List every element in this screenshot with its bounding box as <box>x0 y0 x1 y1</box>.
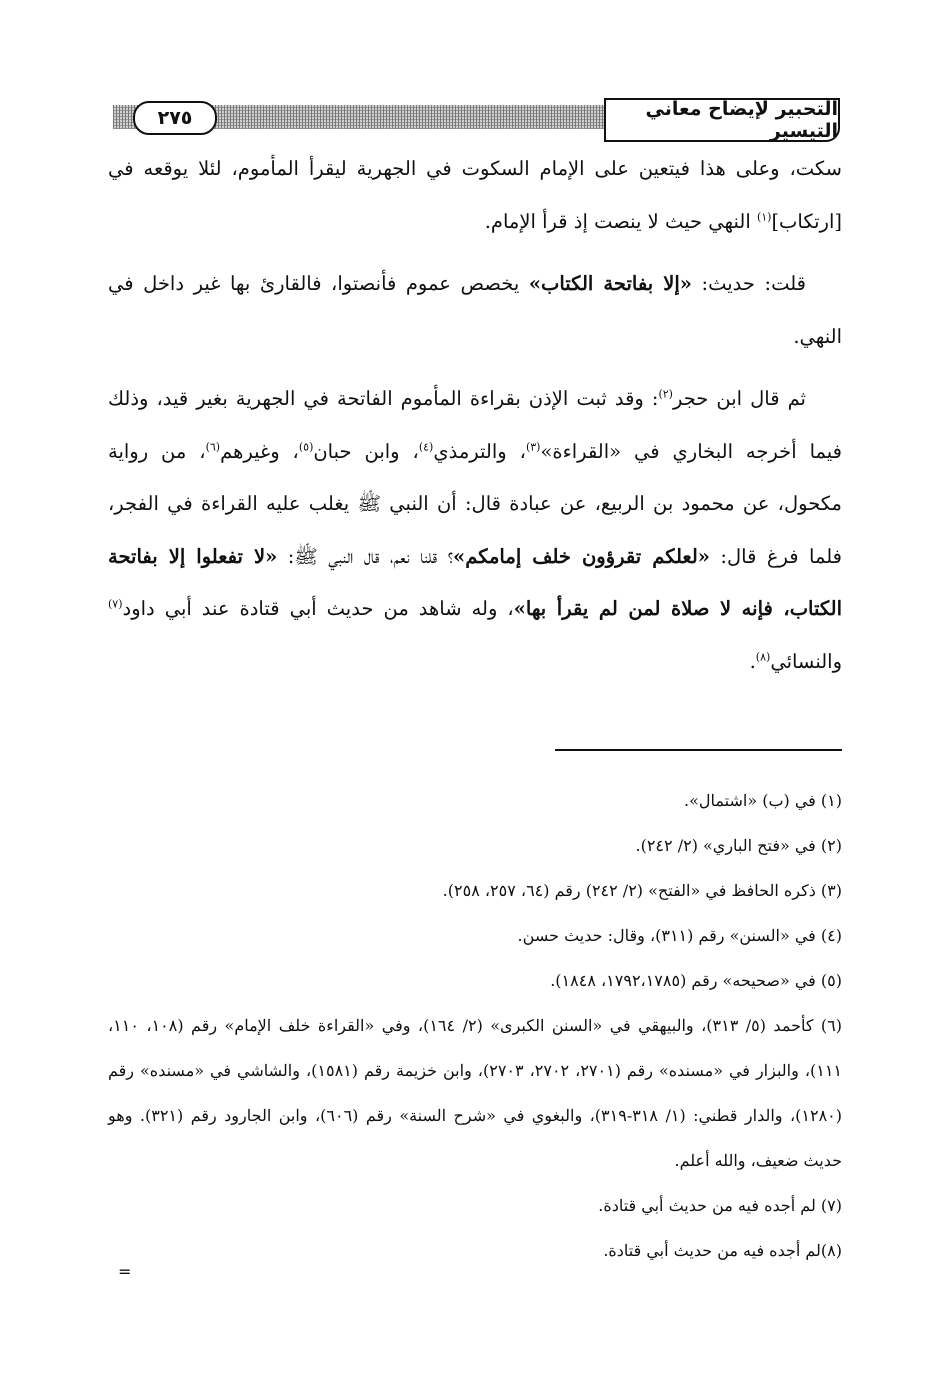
hadith-quote: «إلا بفاتحة الكتاب» <box>528 272 692 295</box>
footnote-ref-7: (٧) <box>108 597 123 611</box>
hadith-quote: «لا تفعلوا إلا بفاتحة الكتاب، فإنه لا صلاة لمن لم يقرأ بها» <box>108 544 843 620</box>
text-run: ، والترمذي <box>433 439 526 463</box>
text-run: ؟ قلنا نعم، قال النبي ﷺ: <box>277 544 454 568</box>
footnote-ref-3: (٣) <box>525 440 541 453</box>
paragraph-3 <box>108 373 842 688</box>
footnote-4: (٤) في «السنن» رقم (٣١١)، وقال: حديث حسن. <box>517 926 842 945</box>
footnote-ref-4: (٤) <box>418 440 434 453</box>
footnote-ref-1: (١) <box>756 210 772 223</box>
text-run: ، وله شاهد من حديث أبي قتادة عند أبي داود <box>122 597 514 620</box>
main-text <box>108 143 842 688</box>
text-run: . <box>749 649 756 673</box>
footnote-2: (٢) في «فتح الباري» (٢/ ٢٤٢). <box>635 836 842 855</box>
text-run: يخصص عموم فأنصتوا، فالقارئ بها غير داخل في النهي. <box>108 272 842 348</box>
footnote-separator <box>555 749 842 751</box>
footnote-ref-5: (٥) <box>298 440 314 453</box>
footnote-ref-2: (٢) <box>658 387 673 401</box>
text-run: سكت، وعلى هذا فيتعين على الإمام السكوت في الجهرية ليقرأ المأموم، لئلا يوقعه في [ارتكاب] <box>108 157 843 233</box>
text-run: ، وغيرهم <box>220 439 299 463</box>
footnote-3: (٣) ذكره الحافظ في «الفتح» (٢/ ٢٤٢) رقم (٦٤، ٢٥٧، ٢٥٨). <box>442 881 842 900</box>
footnote-ref-8: (٨) <box>755 650 771 663</box>
book-title: التحبير لإيضاح معاني التيسير <box>604 98 840 142</box>
text-run: ثم قال ابن حجر <box>672 387 806 410</box>
footnotes <box>108 778 842 1273</box>
page-number: ٢٧٥ <box>133 101 217 135</box>
footnote-8: (٨)لم أجده فيه من حديث أبي قتادة. <box>603 1241 842 1260</box>
text-run: النهي حيث لا ينصت إذ قرأ الإمام. <box>484 209 757 233</box>
running-header <box>113 98 840 140</box>
footnote-ref-6: (٦) <box>205 440 221 453</box>
footnote-7: (٧) لم أجده فيه من حديث أبي قتادة. <box>598 1196 842 1215</box>
text-run: : وقد ثبت الإذن بقراءة المأموم الفاتحة في الجهرية بغير قيد، وذلك فيما أخرجه البخاري في «القراءة» <box>108 387 842 463</box>
hadith-quote: «لعلكم تقرؤون خلف إمامكم» <box>453 544 710 568</box>
text-run: ، وابن حبان <box>313 439 419 463</box>
text-run: قلت: حديث: <box>692 272 806 295</box>
paragraph-2 <box>108 258 842 363</box>
text-run: ، من رواية مكحول، عن محمود بن الربيع، عن عبادة قال: أن النبي ﷺ يغلب عليه القراءة في الفجر، فلما فرغ قال: <box>108 439 842 568</box>
continuation-mark: = <box>118 1262 132 1281</box>
text-run: والنسائي <box>770 649 842 673</box>
footnote-5: (٥) في «صحيحه» رقم (١٧٩٢،١٧٨٥، ١٨٤٨). <box>550 971 842 990</box>
footnote-1: (١) في (ب) «اشتمال». <box>684 791 842 810</box>
paragraph-1 <box>108 143 842 248</box>
footnote-6: (٦) كأحمد (٥/ ٣١٣)، والبيهقي في «السنن الكبرى» (٢/ ١٦٤)، وفي «القراءة خلف الإمام» رقم (١٠٨، ١١٠، ١١١)، والبزار في «مسنده» رقم (٢٧٠١، ٢٧٠٢، ٢٧٠٣)، وابن خزيمة رقم (١٥٨١)، والشاشي في «مسنده» رقم (١٢٨٠)، والدار قطني: (١/ ٣١٨-٣١٩)، والبغوي في «شرح السنة» رقم (٦٠٦)، وابن الجارود رقم (٣٢١). وهو حديث ضعيف، والله أعلم. <box>108 1016 843 1170</box>
